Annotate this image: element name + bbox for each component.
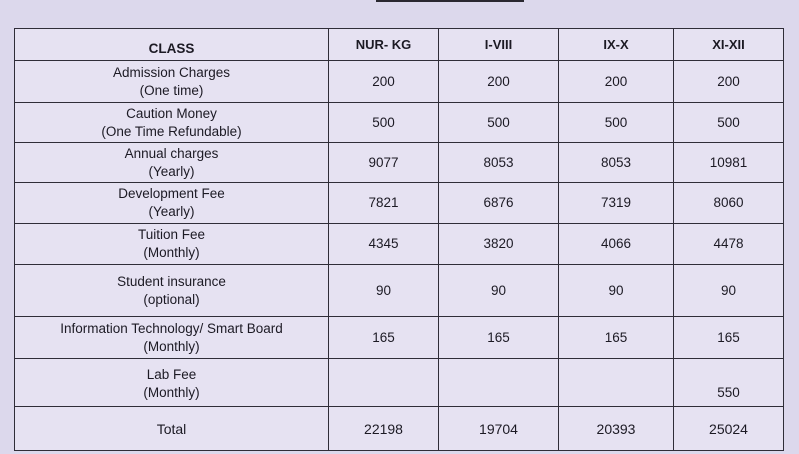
table-cell [559,359,674,407]
table-cell: 500 [674,103,784,143]
total-cell: 22198 [329,407,439,451]
table-cell: 500 [439,103,559,143]
table-cell: 90 [674,265,784,317]
table-cell [329,359,439,407]
row-label [15,143,329,183]
table-row-development [15,183,784,224]
row-label-line: (Yearly) [148,204,195,219]
total-cell: 25024 [674,407,784,451]
row-label-line: Annual charges [124,145,219,161]
table-row-tuition [15,224,784,265]
row-label-line: Lab Fee [146,367,197,382]
column-header-nur-kg: NUR- KG [329,29,439,61]
table-row-caution [15,103,784,143]
table-cell: 200 [674,61,784,103]
row-label-line: (One Time Refundable) [101,123,242,139]
column-header-ix-x: IX-X [559,29,674,61]
column-header-xi-xii: XI-XII [674,29,784,61]
table-cell: 165 [674,317,784,359]
table-cell: 165 [439,317,559,359]
table-cell: 7319 [559,183,674,224]
table-cell: 3820 [439,224,559,265]
row-label-line: (optional) [143,291,200,307]
row-label [15,317,329,359]
row-label [15,224,329,265]
table-cell: 10981 [674,143,784,183]
table-cell: 165 [329,317,439,359]
table-cell: 200 [559,61,674,103]
table-row-annual [15,143,784,183]
table-row-lab-fee [15,359,784,407]
row-label [15,359,329,407]
table-cell: 9077 [329,143,439,183]
table-cell: 4066 [559,224,674,265]
class-header: CLASS [15,29,329,61]
row-label-line: Student insurance [117,273,226,289]
fee-structure-table [14,28,784,451]
table-cell: 7821 [329,183,439,224]
table-cell: 90 [559,265,674,317]
row-label-line: (Monthly) [143,338,200,354]
table-cell: 8053 [559,143,674,183]
row-label-line: Information Technology/ Smart Board [60,320,283,336]
row-label-line: (Monthly) [143,245,200,260]
table-cell: 4345 [329,224,439,265]
table-cell: 8053 [439,143,559,183]
column-header-i-viii: I-VIII [439,29,559,61]
row-label [15,183,329,224]
table-cell [439,359,559,407]
table-cell: 4478 [674,224,784,265]
row-label [15,61,329,103]
header-row [15,29,784,61]
row-label-line: (Monthly) [143,385,200,400]
table-cell: 90 [439,265,559,317]
table-cell: 6876 [439,183,559,224]
row-label-line: Admission Charges [112,64,231,80]
row-label-line: Caution Money [126,105,217,121]
row-label [15,265,329,317]
table-cell: 500 [329,103,439,143]
table-cell: 550 [674,359,784,407]
total-label: Total [15,407,329,451]
table-row-total [15,407,784,451]
table-row-it-smart-board [15,317,784,359]
table-cell: 8060 [674,183,784,224]
table-cell: 90 [329,265,439,317]
table-cell: 200 [439,61,559,103]
total-cell: 19704 [439,407,559,451]
table-row-admission [15,61,784,103]
table-row-insurance [15,265,784,317]
total-cell: 20393 [559,407,674,451]
row-label [15,103,329,143]
top-underline-fragment [376,0,524,2]
table-cell: 500 [559,103,674,143]
row-label-line: Tuition Fee [137,227,206,242]
row-label-line: (Yearly) [148,163,195,179]
row-label-line: (One time) [139,82,204,98]
table-cell: 200 [329,61,439,103]
table-cell: 165 [559,317,674,359]
row-label-line: Development Fee [118,186,225,201]
